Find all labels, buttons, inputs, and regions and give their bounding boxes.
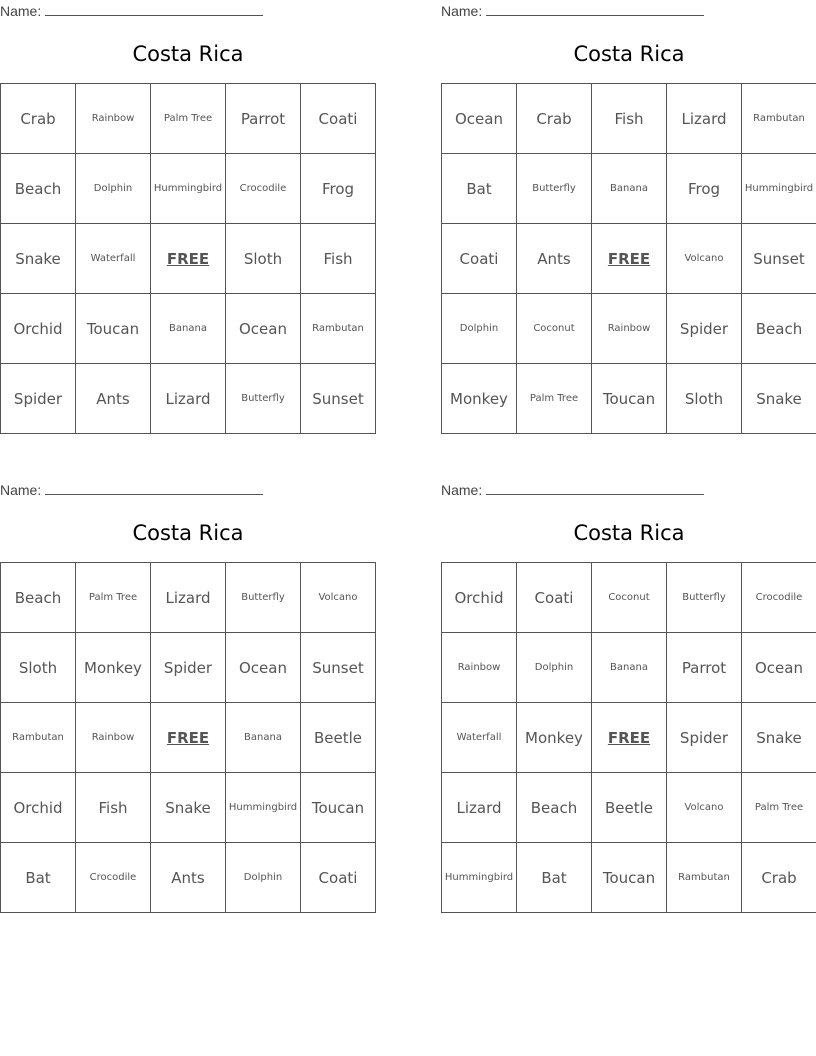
bingo-cell: Ants xyxy=(151,843,226,913)
bingo-cell: Banana xyxy=(226,703,301,773)
bingo-cell: Rambutan xyxy=(1,703,76,773)
grid-row xyxy=(442,154,816,224)
bingo-cell: Snake xyxy=(151,773,226,843)
name-underline xyxy=(45,482,263,495)
bingo-cell: Ants xyxy=(76,364,151,434)
bingo-cell: Fish xyxy=(301,224,376,294)
name-label: Name: xyxy=(0,3,42,19)
bingo-cell: Fish xyxy=(76,773,151,843)
bingo-cell: Bat xyxy=(442,154,517,224)
bingo-cell: Dolphin xyxy=(517,633,592,703)
bingo-cell: Coati xyxy=(517,563,592,633)
bingo-cell: Toucan xyxy=(301,773,376,843)
grid-row xyxy=(442,294,816,364)
grid-row xyxy=(1,84,376,154)
bingo-cell: Crab xyxy=(517,84,592,154)
bingo-cell: Snake xyxy=(742,364,816,434)
name-underline xyxy=(486,482,704,495)
bingo-cell: Sunset xyxy=(301,633,376,703)
bingo-cell: Banana xyxy=(592,633,667,703)
grid-row xyxy=(1,633,376,703)
bingo-cell: Rainbow xyxy=(76,84,151,154)
bingo-cell: Beach xyxy=(1,154,76,224)
name-label: Name: xyxy=(441,3,483,19)
bingo-cell: Hummingbird xyxy=(742,154,816,224)
bingo-cell: Beetle xyxy=(592,773,667,843)
free-space: FREE xyxy=(151,703,226,773)
name-line xyxy=(0,482,263,498)
grid-row xyxy=(1,563,376,633)
grid-row xyxy=(442,563,816,633)
bingo-cell: Hummingbird xyxy=(442,843,517,913)
bingo-cell: Parrot xyxy=(667,633,742,703)
bingo-cell: Volcano xyxy=(667,224,742,294)
bingo-cell: Beach xyxy=(742,294,816,364)
bingo-cell: Rainbow xyxy=(442,633,517,703)
bingo-cell: Ants xyxy=(517,224,592,294)
bingo-cell: Volcano xyxy=(301,563,376,633)
bingo-cell: Ocean xyxy=(742,633,816,703)
name-underline xyxy=(486,3,704,16)
bingo-cell: Dolphin xyxy=(226,843,301,913)
bingo-cell: Lizard xyxy=(151,364,226,434)
bingo-cell: Dolphin xyxy=(76,154,151,224)
bingo-cell: Banana xyxy=(592,154,667,224)
grid-row xyxy=(442,364,816,434)
bingo-cell: Crocodile xyxy=(76,843,151,913)
bingo-cell: Dolphin xyxy=(442,294,517,364)
bingo-cell: Palm Tree xyxy=(742,773,816,843)
bingo-cell: Spider xyxy=(667,703,742,773)
grid-row xyxy=(1,364,376,434)
name-label: Name: xyxy=(0,482,42,498)
bingo-cell: Crocodile xyxy=(742,563,816,633)
grid-row xyxy=(1,843,376,913)
name-line xyxy=(441,3,704,19)
grid-row xyxy=(442,84,816,154)
bingo-grid xyxy=(441,562,816,913)
grid-row xyxy=(1,154,376,224)
bingo-cell: Butterfly xyxy=(226,563,301,633)
grid-row xyxy=(1,294,376,364)
bingo-cell: Monkey xyxy=(76,633,151,703)
bingo-cell: Sloth xyxy=(667,364,742,434)
grid-row xyxy=(442,773,816,843)
grid-row xyxy=(442,633,816,703)
bingo-cell: Sunset xyxy=(742,224,816,294)
name-line xyxy=(0,3,263,19)
bingo-grid xyxy=(441,83,816,434)
bingo-cell: Beach xyxy=(517,773,592,843)
bingo-cell: Spider xyxy=(151,633,226,703)
bingo-cell: Toucan xyxy=(592,843,667,913)
grid-row xyxy=(1,224,376,294)
free-space: FREE xyxy=(592,703,667,773)
bingo-cell: Palm Tree xyxy=(76,563,151,633)
bingo-cell: Coati xyxy=(301,84,376,154)
grid-row xyxy=(442,843,816,913)
bingo-grid xyxy=(0,83,376,434)
grid-row xyxy=(442,703,816,773)
bingo-cell: Rambutan xyxy=(742,84,816,154)
bingo-cell: Lizard xyxy=(151,563,226,633)
bingo-cell: Lizard xyxy=(667,84,742,154)
bingo-cell: Spider xyxy=(667,294,742,364)
bingo-cell: Sunset xyxy=(301,364,376,434)
bingo-cell: Volcano xyxy=(667,773,742,843)
card-title: Costa Rica xyxy=(132,42,244,66)
free-space: FREE xyxy=(592,224,667,294)
bingo-cell: Hummingbird xyxy=(151,154,226,224)
bingo-cell: Orchid xyxy=(1,773,76,843)
bingo-cell: Palm Tree xyxy=(517,364,592,434)
bingo-cell: Crocodile xyxy=(226,154,301,224)
bingo-cell: Toucan xyxy=(592,364,667,434)
bingo-cell: Bat xyxy=(1,843,76,913)
bingo-cell: Toucan xyxy=(76,294,151,364)
bingo-cell: Crab xyxy=(1,84,76,154)
bingo-cell: Coconut xyxy=(592,563,667,633)
bingo-cell: Banana xyxy=(151,294,226,364)
bingo-grid xyxy=(0,562,376,913)
bingo-cell: Sloth xyxy=(1,633,76,703)
bingo-cell: Coati xyxy=(301,843,376,913)
free-space: FREE xyxy=(151,224,226,294)
bingo-cell: Crab xyxy=(742,843,816,913)
bingo-cell: Butterfly xyxy=(517,154,592,224)
card-title: Costa Rica xyxy=(573,42,685,66)
name-underline xyxy=(45,3,263,16)
name-label: Name: xyxy=(441,482,483,498)
bingo-cell: Orchid xyxy=(442,563,517,633)
bingo-cell: Beach xyxy=(1,563,76,633)
bingo-cell: Orchid xyxy=(1,294,76,364)
card-title: Costa Rica xyxy=(132,521,244,545)
bingo-cell: Rainbow xyxy=(592,294,667,364)
bingo-cell: Ocean xyxy=(226,633,301,703)
grid-row xyxy=(1,773,376,843)
bingo-cell: Waterfall xyxy=(442,703,517,773)
bingo-cell: Ocean xyxy=(226,294,301,364)
bingo-cell: Monkey xyxy=(442,364,517,434)
name-line xyxy=(441,482,704,498)
bingo-cell: Coati xyxy=(442,224,517,294)
grid-row xyxy=(442,224,816,294)
bingo-cell: Snake xyxy=(1,224,76,294)
bingo-cell: Rainbow xyxy=(76,703,151,773)
bingo-cell: Parrot xyxy=(226,84,301,154)
bingo-cell: Frog xyxy=(667,154,742,224)
bingo-cell: Monkey xyxy=(517,703,592,773)
bingo-cell: Ocean xyxy=(442,84,517,154)
card-title: Costa Rica xyxy=(573,521,685,545)
bingo-cell: Coconut xyxy=(517,294,592,364)
bingo-cell: Spider xyxy=(1,364,76,434)
bingo-cell: Butterfly xyxy=(226,364,301,434)
bingo-cell: Fish xyxy=(592,84,667,154)
bingo-cell: Bat xyxy=(517,843,592,913)
bingo-cell: Snake xyxy=(742,703,816,773)
bingo-cell: Hummingbird xyxy=(226,773,301,843)
bingo-cell: Rambutan xyxy=(667,843,742,913)
bingo-cell: Beetle xyxy=(301,703,376,773)
bingo-cell: Frog xyxy=(301,154,376,224)
bingo-cell: Lizard xyxy=(442,773,517,843)
bingo-cell: Rambutan xyxy=(301,294,376,364)
bingo-cell: Palm Tree xyxy=(151,84,226,154)
bingo-cell: Waterfall xyxy=(76,224,151,294)
bingo-cell: Butterfly xyxy=(667,563,742,633)
bingo-cell: Sloth xyxy=(226,224,301,294)
grid-row xyxy=(1,703,376,773)
